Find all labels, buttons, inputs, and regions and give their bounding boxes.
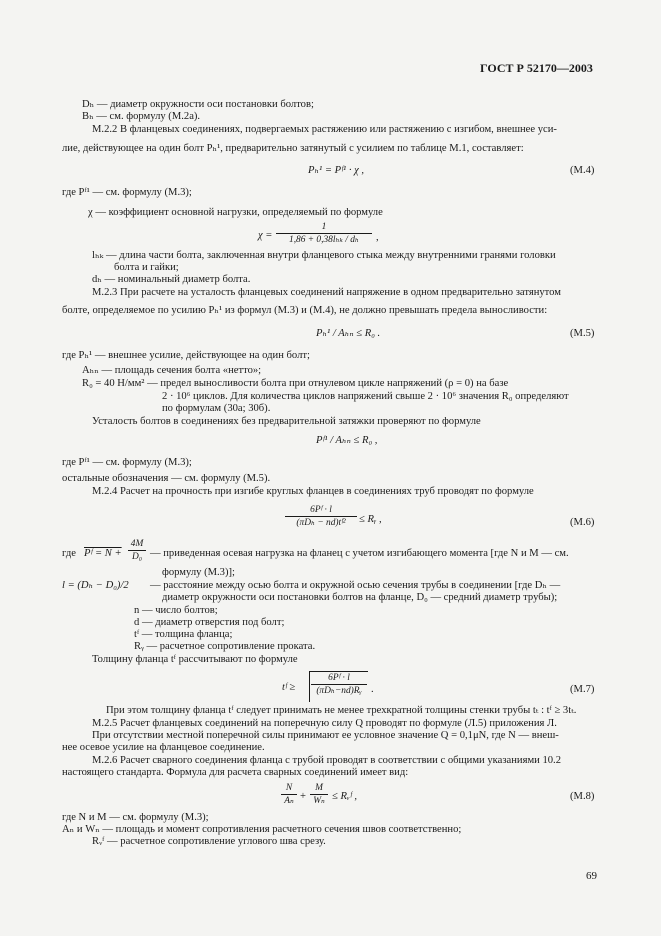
pf-numerator: 4M [130, 539, 144, 549]
text-line: настоящего стандарта. Формула для расчета сварных соединений имеет вид: [62, 767, 409, 778]
equation-number: (М.4) [570, 165, 595, 176]
text-line: М.2.6 Расчет сварного соединения фланца с трубой проводят в соответствии с общими указаниями 10.2 [92, 755, 562, 766]
pf-fraction [128, 539, 146, 563]
text-line: dₕ — номинальный диаметр болта. [92, 274, 251, 285]
m6-numerator: 6Pᶠ · l [310, 505, 332, 515]
text-line: остальные обозначения — см. формулу (М.5). [62, 473, 271, 484]
text-line: Толщину фланца tᶠ рассчитывают по формуле [92, 654, 298, 665]
text-line: l = (Dₕ − D₀)/2 [62, 580, 129, 591]
equation-m5b: Pᶠ¹ / Aₕₙ ≤ R₀ , [316, 435, 378, 446]
text-line: М.2.4 Расчет на прочность при изгибе круглых фланцев в соединениях труб проводят по формуле [92, 486, 534, 497]
m7-tail: . [371, 684, 374, 695]
text-line: lₕₖ — длина части болта, заключенная внутри фланцевого стыка между внутренними гранями головки [92, 250, 556, 261]
equation-m4: Pₕ¹ = Pᶠ¹ · χ , [308, 165, 365, 176]
text-line: 2 · 10⁶ циклов. Для количества циклов напряжений свыше 2 · 10⁶ значения R₀ определяют [162, 391, 569, 402]
text-line: Усталость болтов в соединениях без предварительной затяжки проверяют по формуле [92, 416, 481, 427]
text-line: n — число болтов; [134, 605, 218, 616]
chi-denominator: 1,86 + 0,38lₕₖ / dₕ [289, 235, 359, 246]
chi-lhs: χ = [258, 230, 273, 241]
doc-title: ГОСТ Р 52170—2003 [480, 61, 593, 75]
m8-rhs: ≤ Rᵥᶠ , [332, 791, 358, 802]
fraction-bar [128, 550, 146, 551]
text-line: М.2.2 В фланцевых соединениях, подвергаемых растяжению или растяжению с изгибом, внешнее уси- [92, 124, 557, 135]
m7-lhs: tᶠ ≥ [282, 682, 296, 693]
chi-tail: , [376, 232, 379, 243]
text-line: R₀ = 40 Н/мм² — предел выносливости болта при отнулевом цикле напряжений (ρ = 0) на базе [82, 378, 509, 389]
m7-fraction [311, 673, 367, 697]
text-line: Bₕ — см. формулу (М.2а). [82, 111, 201, 122]
text-line: tᶠ — толщина фланца; [134, 629, 233, 640]
m8-denominator-1: Aₙ [284, 796, 294, 807]
text-line: болте, определяемое по усилию Pₕ¹ из формул (М.3) и (М.4), не должно превышать предела выносливости: [62, 305, 548, 316]
text-line: где N и M — см. формулу (М.3); [62, 812, 209, 823]
text-line: — расстояние между осью болта и окружной осью сечения трубы в соединении [где Dₕ — [150, 580, 561, 591]
fraction-bar [310, 794, 328, 795]
text-line: где [62, 548, 76, 559]
text-line: Dₕ — диаметр окружности оси постановки болтов; [82, 99, 314, 110]
text-line: — приведенная осевая нагрузка на фланец с учетом изгибающего момента [где N и M — см. [150, 548, 569, 559]
text-line: При этом толщину фланца tᶠ следует принимать не менее трехкратной толщины стенки трубы tₜ : tᶠ ≥ 3tₜ. [106, 705, 577, 716]
text-line: где Pₕ¹ — внешнее усилие, действующее на один болт; [62, 350, 310, 361]
text-line: Rᵧ — расчетное сопротивление проката. [134, 641, 316, 652]
m8-numerator-1: N [285, 783, 293, 793]
text-line: Aₙ и Wₙ — площадь и момент сопротивления расчетного сечения швов соответственно; [62, 824, 462, 835]
text-line: Rᵥᶠ — расчетное сопротивление углового шва срезу. [92, 836, 326, 847]
page-number: 69 [586, 870, 597, 882]
equation-number: (М.7) [570, 684, 595, 695]
pf-lhs: Pᶠ = N + [84, 548, 122, 559]
pf-denominator: D₀ [131, 552, 143, 563]
text-line: где Pᶠ¹ — см. формулу (М.3); [62, 187, 192, 198]
m6-denominator: (πDₕ − nd)tᶠ² [296, 518, 346, 529]
equation-number: (М.5) [570, 328, 595, 339]
text-line: формулу (М.3)]; [162, 567, 235, 578]
m8-fraction-1 [281, 783, 297, 807]
m8-fraction-2 [310, 783, 328, 807]
m7-numerator: 6Pᶠ · l [328, 673, 350, 683]
text-line: болта и гайки; [114, 262, 179, 273]
m6-rhs: ≤ Rᵧ , [359, 514, 382, 525]
text-line: лие, действующее на один болт Pₕ¹, предварительно затянутый с усилием по таблице М.1, составляет: [62, 143, 524, 154]
text-line: где Pᶠ¹ — см. формулу (М.3); [62, 457, 192, 468]
text-line: d — диаметр отверстия под болт; [134, 617, 285, 628]
text-line: При отсутствии местной поперечной силы принимают ее условное значение Q = 0,1μN, где N — внеш- [92, 730, 559, 741]
text-line: М.2.3 При расчете на усталость фланцевых соединений напряжение в одном предварительно затянутом [92, 287, 561, 298]
m8-plus: + [300, 791, 306, 802]
equation-m5: Pₕ¹ / Aₕₙ ≤ R₀ . [316, 328, 381, 339]
equation-number: (М.6) [570, 517, 595, 528]
m6-fraction [285, 505, 357, 529]
text-line: нее осевое усилие на фланцевое соединение. [62, 742, 265, 753]
m8-numerator-2: M [315, 783, 323, 793]
fraction-bar [276, 233, 372, 234]
text-line: χ — коэффициент основной нагрузки, определяемый по формуле [88, 207, 383, 218]
chi-numerator: 1 [321, 222, 327, 232]
text-line: по формулам (30а; 30б). [162, 403, 271, 414]
m7-denominator: (πDₕ−nd)Rᵧ [316, 686, 362, 697]
text-line: диаметр окружности оси постановки болтов на фланце, D₀ — средний диаметр трубы); [162, 592, 558, 603]
fraction-bar [281, 794, 297, 795]
chi-fraction [276, 222, 372, 246]
m8-denominator-2: Wₙ [313, 796, 325, 807]
text-line: М.2.5 Расчет фланцевых соединений на поперечную силу Q проводят по формуле (Л.5) приложения Л. [92, 718, 557, 729]
equation-number: (М.8) [570, 791, 595, 802]
text-line: Aₕₙ — площадь сечения болта «нетто»; [82, 365, 262, 376]
